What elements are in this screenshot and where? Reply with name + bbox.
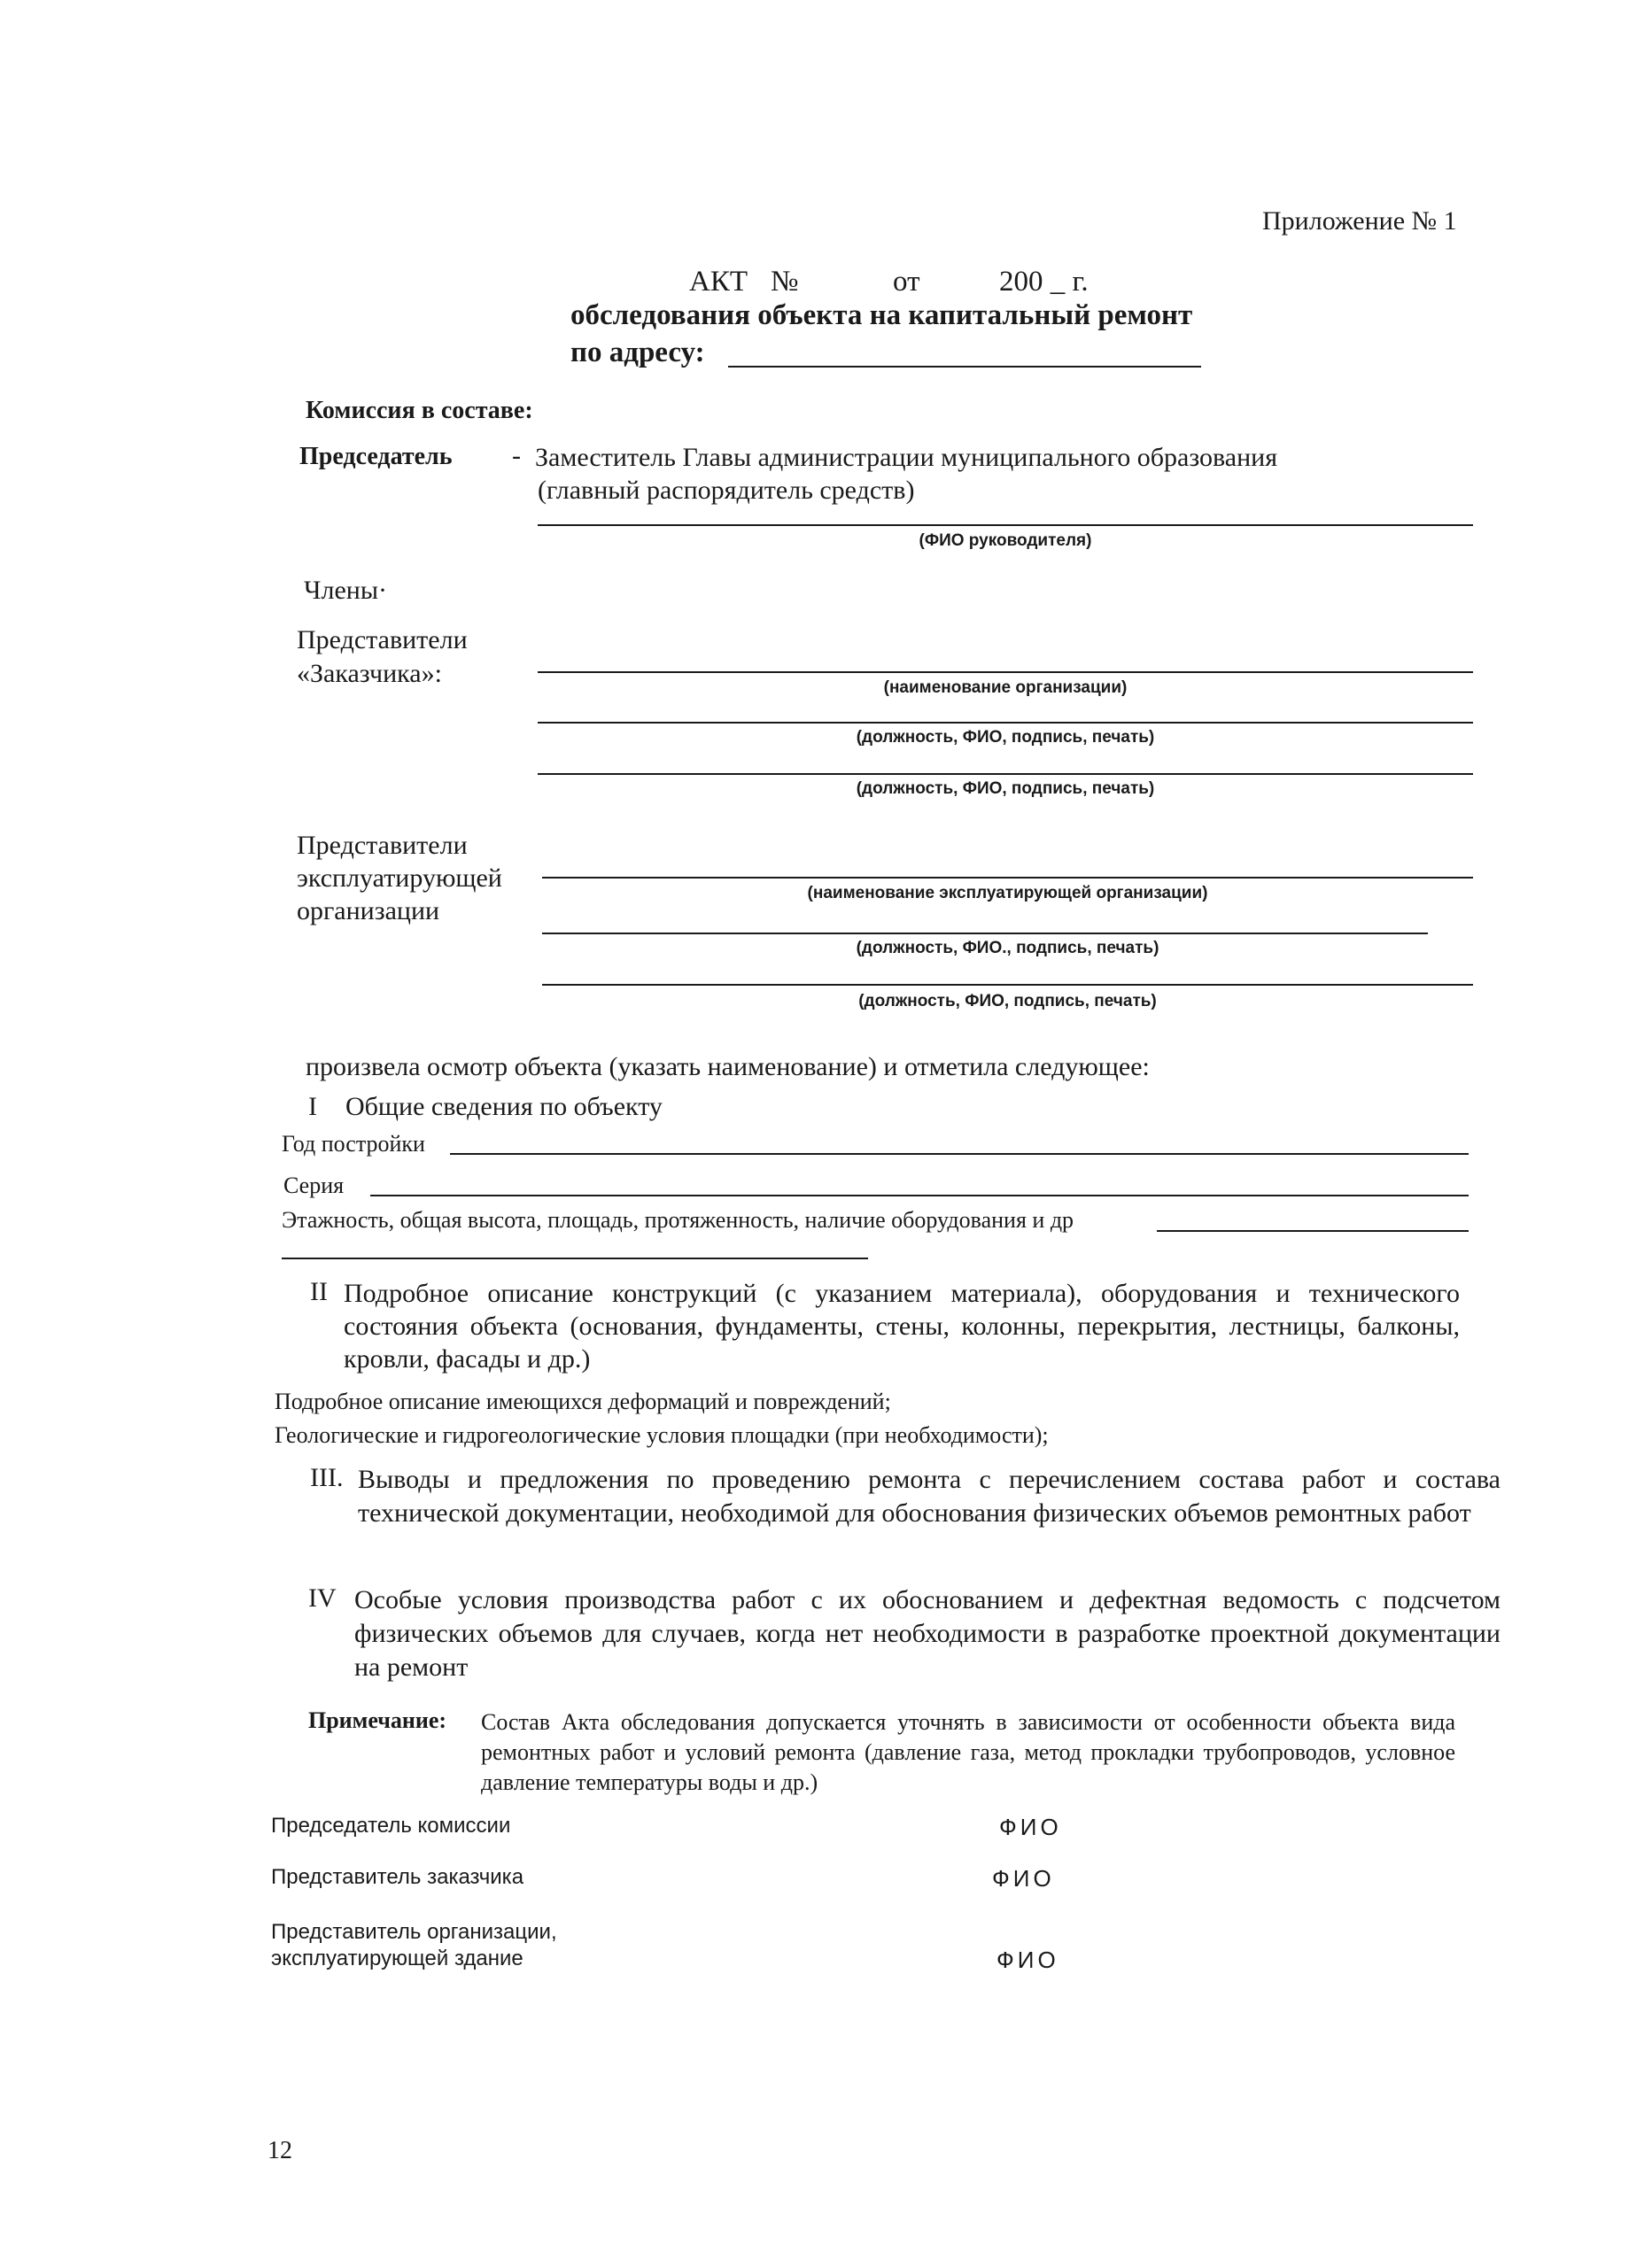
- sign-chair-name: ФИО: [999, 1814, 1062, 1840]
- address-label: по адресу:: [570, 337, 705, 368]
- operator-person2-line: [542, 984, 1473, 986]
- customer-person1-caption: (должность, ФИО, подпись, печать): [856, 728, 1155, 747]
- operator-org-caption: (наименование эксплуатирующей организации): [807, 884, 1208, 902]
- sign-customer-name: ФИО: [992, 1865, 1055, 1892]
- geology-text: Геологические и гидрогеологические условия площадки (при необходимости);: [275, 1422, 1049, 1448]
- section3-number: III.: [310, 1463, 344, 1492]
- floors-line-2: [282, 1258, 868, 1259]
- operator-label-3: организации: [297, 896, 440, 925]
- floors-label: Этажность, общая высота, площадь, протяженность, наличие оборудования и др: [282, 1207, 1074, 1233]
- chair-position-note: (главный распорядитель средств): [538, 476, 915, 505]
- chair-dash: -: [512, 441, 521, 470]
- deformations-text: Подробное описание имеющихся деформаций и повреждений;: [275, 1389, 891, 1414]
- sign-operator-role-line1: Представитель организации,: [271, 1920, 557, 1944]
- floors-line: [1157, 1230, 1469, 1232]
- section1-title: Общие сведения по объекту: [345, 1092, 663, 1121]
- sign-operator-name: ФИО: [996, 1947, 1059, 1973]
- section2-number: II: [310, 1277, 328, 1306]
- customer-person2-caption: (должность, ФИО, подпись, печать): [856, 779, 1155, 798]
- series-label: Серия: [283, 1173, 345, 1198]
- section2-text: Подробное описание конструкций (с указанием материала), оборудования и технического состояния объекта (основания, фундаменты, стены, колонны, перекрытия, лестницы, балконы, кровли, фасады и др.): [344, 1279, 1460, 1374]
- customer-label-2: «Заказчика»:: [297, 659, 442, 688]
- series-line: [370, 1195, 1469, 1196]
- customer-person1-line: [538, 722, 1473, 724]
- chair-position: Заместитель Главы администрации муниципального образования: [535, 443, 1277, 472]
- operator-label-1: Представители: [297, 831, 468, 860]
- appendix-label: Приложение № 1: [1262, 206, 1457, 236]
- section4-text: Особые условия производства работ с их обоснованием и дефектная ведомость с подсчетом физических объемов для случаев, когда нет необходимости в разработке проектной документации на ремонт: [354, 1585, 1501, 1682]
- operator-person1-line: [542, 933, 1428, 934]
- act-number-sign: №: [771, 266, 799, 298]
- page-number: 12: [268, 2137, 292, 2164]
- note-label: Примечание:: [308, 1707, 447, 1733]
- address-line: [728, 366, 1201, 368]
- customer-person2-line: [538, 773, 1473, 775]
- year-built-label: Год постройки: [282, 1131, 425, 1157]
- operator-person1-caption: (должность, ФИО., подпись, печать): [856, 939, 1159, 957]
- note-text: Состав Акта обследования допускается уточнять в зависимости от особенности объекта вида ремонтных работ и условий ремонта (давление газа, метод прокладки трубопроводов, условное давление температуры воды и др.): [481, 1709, 1455, 1795]
- section3-text: Выводы и предложения по проведению ремонта с перечислением состава работ и состава технической документации, необходимой для обоснования физических объемов ремонтных работ: [358, 1465, 1501, 1528]
- inspection-intro: произвела осмотр объекта (указать наименование) и отметила следующее:: [306, 1052, 1150, 1081]
- act-from: от: [893, 266, 920, 298]
- commission-heading: Комиссия в составе:: [306, 397, 533, 424]
- members-label: Члены·: [304, 576, 387, 605]
- sign-chair-role: Председатель комиссии: [271, 1814, 511, 1838]
- customer-label-1: Представители: [297, 625, 468, 654]
- act-subtitle: обследования объекта на капитальный ремонт: [570, 299, 1193, 331]
- section4-number: IV: [308, 1583, 337, 1613]
- operator-person2-caption: (должность, ФИО, подпись, печать): [858, 992, 1157, 1010]
- year-built-line: [450, 1153, 1469, 1155]
- sign-operator-role-line2: эксплуатирующей здание: [271, 1947, 523, 1970]
- operator-org-line: [542, 877, 1473, 879]
- operator-label-2: эксплуатирующей: [297, 863, 502, 893]
- chair-label: Председатель: [299, 443, 453, 470]
- customer-org-caption: (наименование организации): [883, 678, 1128, 697]
- act-title: АКТ: [689, 266, 748, 298]
- customer-org-line: [538, 671, 1473, 673]
- section1-number: I: [308, 1092, 317, 1121]
- chair-fio-caption: (ФИО руководителя): [919, 531, 1092, 550]
- sign-customer-role: Представитель заказчика: [271, 1865, 524, 1889]
- chair-fio-line: [538, 524, 1473, 526]
- act-year: 200 _ г.: [999, 266, 1089, 298]
